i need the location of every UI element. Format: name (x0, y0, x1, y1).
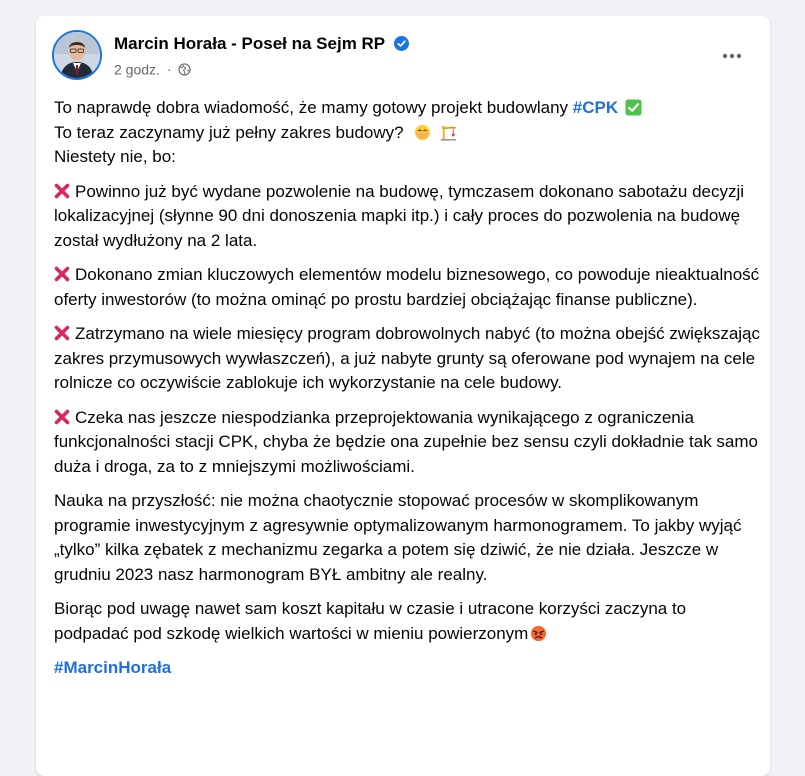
intro-paragraph (54, 96, 764, 170)
avatar-portrait-icon (54, 32, 100, 78)
intro-line-2-text: To teraz zaczynamy już pełny zakres budowy? (54, 122, 404, 142)
footer-hashtag-line (54, 656, 764, 681)
point-4 (54, 406, 764, 480)
face-with-hand-over-mouth-emoji-icon (414, 124, 431, 141)
red-cross-mark-icon (54, 409, 70, 425)
construction-crane-emoji-icon (440, 124, 457, 141)
point-1 (54, 180, 764, 254)
post-timestamp[interactable]: 2 godz. (114, 61, 160, 78)
hashtag-marcinhorala[interactable]: #MarcinHorała (54, 658, 172, 677)
point-2 (54, 263, 764, 312)
intro-line-1 (54, 96, 764, 121)
red-cross-mark-icon (54, 325, 70, 341)
check-mark-icon (625, 99, 642, 116)
lesson-paragraph: Nauka na przyszłość: nie można chaotycznie stopować procesów w skomplikowanym programie inwestycyjnym z agresywnie optymalizowanym harmonogramem. To jakby wyjąć „tylko” kilka zębatek z mechanizmu zegarka a potem się dziwić, że nie działa. Jeszcze w grudniu 2023 nasz harmonogram BYŁ ambitny ale realny. (54, 491, 742, 584)
author-name[interactable]: Marcin Horała - Poseł na Sejm RP (114, 34, 386, 53)
intro-line-3: Niestety nie, bo: (54, 147, 176, 166)
verified-badge-icon (394, 36, 409, 51)
angry-face-emoji-icon (530, 625, 547, 642)
point-2-text: Dokonano zmian kluczowych elementów modelu biznesowego, co powoduje nieaktualność oferty inwestorów (to można ominąć po prostu bardziej obciążając finanse publiczne). (54, 265, 760, 309)
closing-text: Biorąc pod uwagę nawet sam koszt kapitału w czasie i utracone korzyści zaczyna to podpadać pod szkodę wielkich wartości w mieniu powierzonym (54, 599, 687, 643)
more-options-button[interactable] (714, 38, 750, 74)
point-1-text: Powinno już być wydane pozwolenie na budowę, tymczasem dokonano sabotażu decyzji lokalizacyjnej (słynne 90 dni donoszenia mapki itp.) i cały proces do pozwolenia na budowę został wydłużony na 2 lata. (54, 181, 745, 250)
globe-icon[interactable] (178, 63, 191, 76)
more-options-icon (722, 53, 742, 59)
post-text (54, 96, 764, 691)
post-card (36, 16, 770, 776)
post-meta (114, 60, 191, 77)
intro-line-1-text: To naprawdę dobra wiadomość, że mamy gotowy projekt budowlany (54, 98, 573, 117)
red-cross-mark-icon (54, 266, 70, 282)
closing-paragraph (54, 597, 764, 646)
point-3 (54, 322, 764, 396)
hashtag-cpk[interactable]: #CPK (572, 98, 619, 117)
point-4-text: Czeka nas jeszcze niespodzianka przeprojektowania wynikającego z ograniczenia funkcjonalności stacji CPK, chyba że będzie ona zupełnie bez sensu czyli dokładnie tak samo duża i droga, za to z mniejszymi możliwościami. (54, 407, 759, 476)
author-avatar[interactable] (52, 30, 102, 80)
meta-separator: · (166, 61, 172, 78)
post-header (52, 30, 754, 86)
point-3-text: Zatrzymano na wiele miesięcy program dobrowolnych nabyć (to można obejść zwiększając zakres przymusowych wywłaszczeń), a już nabyte grunty są oferowane pod wynajem na cele rolnicze co oczywiście zablokuje ich wykorzystanie na cele budowy. (54, 324, 761, 392)
author-line (114, 34, 409, 54)
intro-line-2 (54, 121, 764, 146)
red-cross-mark-icon (54, 183, 70, 199)
